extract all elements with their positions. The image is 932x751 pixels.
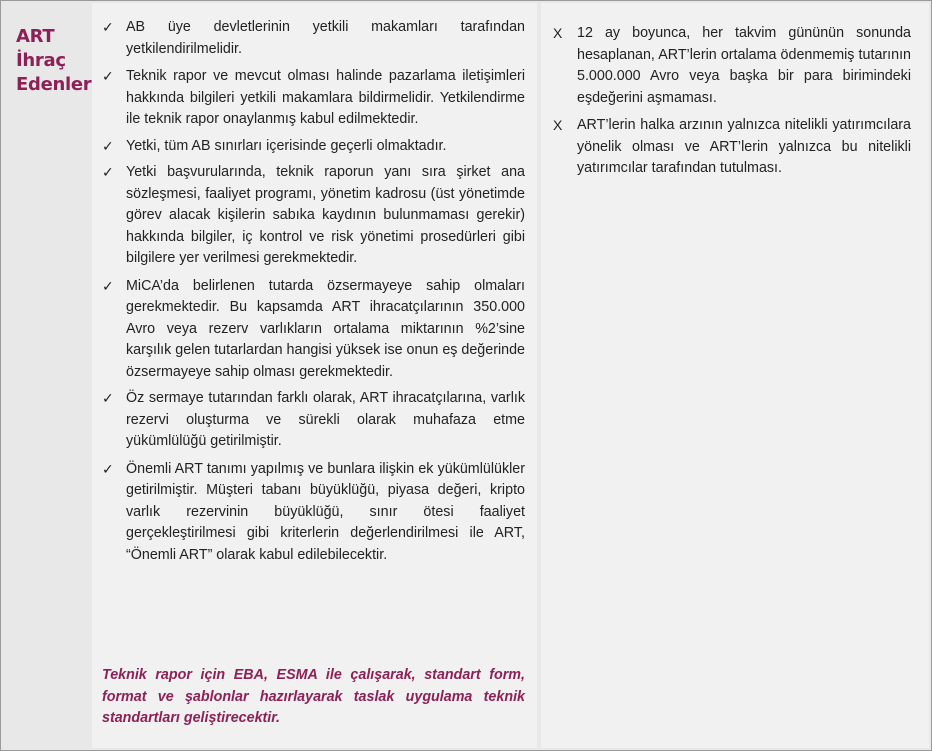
list-item-text: 12 ay boyunca, her takvim gününün sonunda hesaplanan, ART’lerin ortalama ödenmemiş tutarının 5.000.000 Avro veya başka bir para birimindeki eşdeğerini aşmaması. bbox=[577, 25, 911, 106]
list-item bbox=[102, 459, 525, 567]
x-mark-icon: X bbox=[553, 25, 563, 41]
list-item-text: Önemli ART tanımı yapılmış ve bunlara ilişkin ek yükümlülükler getirilmiştir. Müşteri tabanı büyüklüğü, piyasa değeri, kripto varlık rezervinin büyüklüğü, sınır ötesi faaliyet gerçekleştirilmesi gibi kriterlerin değerlendirilmesi ile ART, “Önemli ART” olarak kabul edilebilecektir. bbox=[126, 460, 525, 563]
exemptions-cell bbox=[541, 3, 929, 748]
list-item bbox=[102, 276, 525, 384]
list-item-text: Öz sermaye tutarından farklı olarak, ART ihracatçılarına, varlık rezervi oluşturma ve sürekli olarak muhafaza etme yükümlülüğü getirilmiştir. bbox=[126, 390, 525, 449]
list-item bbox=[102, 66, 525, 131]
checkmark-icon: ✓ bbox=[102, 460, 114, 477]
list-item bbox=[102, 162, 525, 270]
checkmark-icon: ✓ bbox=[102, 137, 114, 154]
highlight-note: Teknik rapor için EBA, ESMA ile çalışarak, standart form, format ve şablonlar hazırlayarak taslak uygulama teknik standartları geliştirecektir. bbox=[102, 667, 525, 726]
checkmark-icon: ✓ bbox=[102, 19, 114, 35]
list-item bbox=[102, 388, 525, 453]
list-item-text: Yetki başvurularında, teknik raporun yanı sıra şirket ana sözleşmesi, faaliyet programı, yönetim kadrosu (üst yönetimde görev alacak kişilerin sabıka kaydının bulunmaması gerekir) hakkında bilgiler, iç kontrol ve risk yönetimi prosedürleri gibi bilgilere yer verilmesi gerekmektedir. bbox=[126, 164, 525, 266]
requirements-cell bbox=[92, 3, 537, 748]
row-label-line-2: İhraç bbox=[16, 50, 66, 71]
list-item bbox=[553, 115, 911, 180]
list-item-text: Yetki, tüm AB sınırları içerisinde geçerli olmaktadır. bbox=[126, 137, 447, 154]
list-item bbox=[102, 136, 525, 158]
list-item bbox=[553, 23, 911, 109]
requirements-list bbox=[102, 17, 525, 566]
list-item-text: MiCA’da belirlenen tutarda özsermayeye sahip olmaları gerekmektedir. Bu kapsamda ART ihracatçılarının 350.000 Avro veya rezerv varlıkların ortalama miktarının %2’sine karşılık gelen tutarlardan hangisi yüksek ise onun eş değerinde özsermayeye sahip olması gerekmektedir. bbox=[126, 277, 525, 380]
row-label-cell bbox=[1, 1, 90, 750]
list-item-text: Teknik rapor ve mevcut olması halinde pazarlama iletişimleri hakkında bilgileri yetkili makamlara bildirmelidir. Yetkilendirme ile teknik rapor onaylanmış kabul edilmektedir. bbox=[126, 68, 525, 127]
list-item-text: AB üye devletlerinin yetkili makamları tarafından yetkilendirilmelidir. bbox=[126, 19, 525, 57]
list-item-text: ART’lerin halka arzının yalnızca nitelikli yatırımcılara yönelik olması ve ART’lerin yalnızca bu nitelikli yatırımcılar tarafından tutulması. bbox=[577, 117, 911, 176]
exemptions-list bbox=[553, 23, 911, 180]
row-label-title bbox=[16, 25, 91, 97]
x-mark-icon: X bbox=[553, 117, 563, 133]
checkmark-icon: ✓ bbox=[102, 277, 114, 294]
checkmark-icon: ✓ bbox=[102, 390, 114, 406]
list-item bbox=[102, 17, 525, 60]
checkmark-icon: ✓ bbox=[102, 68, 114, 84]
checkmark-icon: ✓ bbox=[102, 164, 114, 180]
row-label-line-1: ART bbox=[16, 26, 55, 47]
row-label-line-3: Edenler bbox=[16, 74, 92, 95]
